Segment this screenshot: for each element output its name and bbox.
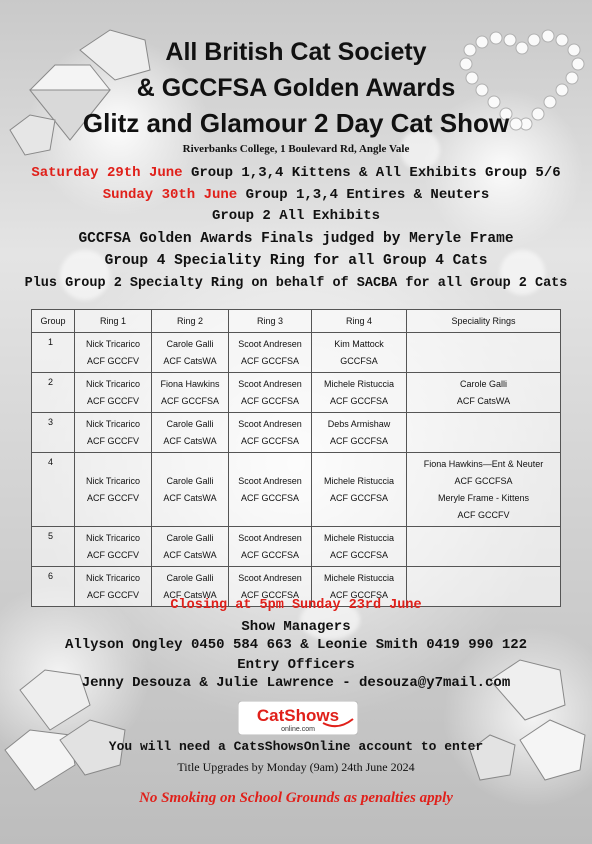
ring4-line: Michele Ristuccia — [323, 532, 395, 543]
ring4-line: ACF GCCFSA — [329, 589, 388, 600]
ring1-line: ACF GCCFV — [86, 492, 139, 503]
table-row — [32, 333, 561, 373]
ring2-cell — [152, 373, 229, 413]
speciality-line: ACF GCCFV — [457, 509, 510, 520]
speciality-cell — [407, 333, 561, 373]
ring2-line: Fiona Hawkins — [160, 378, 220, 389]
ring4-cell — [312, 527, 407, 567]
ring1-line: ACF GCCFV — [86, 589, 139, 600]
ring2-line: Carole Galli — [166, 532, 214, 543]
ring2-cell — [152, 527, 229, 567]
ring2-cell — [152, 453, 229, 527]
ring4-line: ACF GCCFSA — [329, 435, 388, 446]
ring1-line: ACF GCCFV — [86, 355, 139, 366]
ring1-cell — [75, 527, 152, 567]
title-line-1: All British Cat Society — [165, 38, 427, 66]
ring3-line: Scoot Andresen — [238, 532, 302, 543]
ring1-line: ACF GCCFV — [86, 435, 139, 446]
group-cell: 5 — [32, 527, 75, 567]
ring1-line: Nick Tricarico — [85, 378, 140, 389]
ring4-line: ACF GCCFSA — [329, 395, 388, 406]
ring1-line: Nick Tricarico — [85, 338, 140, 349]
ring3-line: Scoot Andresen — [238, 378, 302, 389]
show-managers-names: Allyson Ongley 0450 584 663 & Leonie Smith 0419 990 122 — [64, 637, 528, 653]
plus-line: Plus Group 2 Specialty Ring on behalf of SACBA for all Group 2 Cats — [24, 276, 568, 291]
ring1-cell — [75, 333, 152, 373]
header-ring-4: Ring 4 — [312, 310, 407, 333]
ring1-line: Nick Tricarico — [85, 572, 140, 583]
table-row — [32, 413, 561, 453]
ring3-cell — [229, 373, 312, 413]
entry-officers-heading: Entry Officers — [237, 657, 355, 673]
ring2-line: ACF CatsWA — [163, 435, 217, 446]
table-row — [32, 527, 561, 567]
ring4-line: Michele Ristuccia — [323, 378, 395, 389]
ring2-line: Carole Galli — [166, 475, 214, 486]
ring4-line: Debs Armishaw — [327, 418, 391, 429]
ring2-line: ACF CatsWA — [163, 589, 217, 600]
show-managers-heading: Show Managers — [241, 619, 351, 635]
no-smoking-notice: No Smoking on School Grounds as penalties apply — [139, 790, 453, 806]
ring4-cell — [312, 453, 407, 527]
ring3-line: ACF GCCFSA — [240, 492, 299, 503]
saturday-detail: Group 1,3,4 Kittens & All Exhibits Group 5/6 — [182, 165, 561, 181]
ring1-line: ACF GCCFV — [86, 549, 139, 560]
ring2-line: Carole Galli — [166, 572, 214, 583]
saturday-date: Saturday 29th June — [31, 165, 183, 181]
table-row — [32, 373, 561, 413]
ring4-line: ACF GCCFSA — [329, 492, 388, 503]
header-speciality: Speciality Rings — [407, 310, 561, 333]
title-upgrades: Title Upgrades by Monday (9am) 24th June 2024 — [177, 760, 415, 774]
header-ring-3: Ring 3 — [229, 310, 312, 333]
ring3-line: Scoot Andresen — [238, 418, 302, 429]
table-header-row — [32, 310, 561, 333]
ring3-line: Scoot Andresen — [238, 572, 302, 583]
speciality-cell — [407, 413, 561, 453]
title-line-3: Glitz and Glamour 2 Day Cat Show — [82, 108, 510, 138]
entry-officers-names: Jenny Desouza & Julie Lawrence - desouza@y7mail.com — [81, 675, 511, 691]
ring4-cell — [312, 373, 407, 413]
group2-line: Group 2 All Exhibits — [211, 208, 381, 224]
speciality-line: ACF GCCFSA — [454, 475, 513, 486]
catshows-logo[interactable] — [238, 701, 358, 735]
ring3-cell — [229, 413, 312, 453]
speciality-cell — [407, 453, 561, 527]
ring3-cell — [229, 333, 312, 373]
ring3-line: ACF GCCFSA — [240, 355, 299, 366]
logo-subtext: online.com — [281, 726, 315, 733]
ring4-line: Michele Ristuccia — [323, 475, 395, 486]
account-note: You will need a CatsShowsOnline account to enter — [108, 739, 484, 754]
group-cell: 3 — [32, 413, 75, 453]
venue: Riverbanks College, 1 Boulevard Rd, Angle Vale — [182, 143, 410, 155]
ring2-line: ACF CatsWA — [163, 355, 217, 366]
ring2-line: Carole Galli — [166, 338, 214, 349]
ring2-line: ACF CatsWA — [163, 549, 217, 560]
speciality-line: Meryle Frame - Kittens — [437, 492, 530, 503]
ring4-line: Kim Mattock — [334, 338, 384, 349]
logo-text: CatShows — [256, 706, 340, 725]
ring2-line: ACF CatsWA — [163, 492, 217, 503]
sunday-date: Sunday 30th June — [102, 187, 238, 203]
saturday-line — [0, 165, 592, 181]
speciality-line: ACF CatsWA — [456, 395, 511, 406]
sunday-detail: Group 1,3,4 Entires & Neuters — [237, 187, 490, 203]
ring1-line: ACF GCCFV — [86, 395, 139, 406]
ring1-cell — [75, 453, 152, 527]
speciality-line: Fiona Hawkins—Ent & Neuter — [423, 458, 544, 469]
ring3-line: ACF GCCFSA — [240, 395, 299, 406]
ring3-line: ACF GCCFSA — [240, 589, 299, 600]
ring3-line: Scoot Andresen — [238, 338, 302, 349]
ring3-cell — [229, 453, 312, 527]
speciality-line: Carole Galli — [459, 378, 508, 389]
ring4-line: ACF GCCFSA — [329, 549, 388, 560]
sunday-line — [0, 187, 592, 203]
ring1-cell — [75, 373, 152, 413]
header-group: Group — [32, 310, 75, 333]
closing-date: Closing at 5pm Sunday 23rd June — [170, 598, 422, 613]
golden-awards-line: GCCFSA Golden Awards Finals judged by Meryle Frame — [78, 231, 514, 247]
ring2-line: Carole Galli — [166, 418, 214, 429]
ring2-line: ACF GCCFSA — [160, 395, 219, 406]
header-ring-2: Ring 2 — [152, 310, 229, 333]
group-cell: 2 — [32, 373, 75, 413]
ring3-line: ACF GCCFSA — [240, 435, 299, 446]
ring4-cell — [312, 413, 407, 453]
ring1-line: Nick Tricarico — [85, 418, 140, 429]
ring4-cell — [312, 333, 407, 373]
ring4-line: Michele Ristuccia — [323, 572, 395, 583]
speciality-cell — [407, 373, 561, 413]
ring2-cell — [152, 333, 229, 373]
ring3-cell — [229, 527, 312, 567]
ring3-line: ACF GCCFSA — [240, 549, 299, 560]
header-ring-1: Ring 1 — [75, 310, 152, 333]
group-cell: 4 — [32, 453, 75, 527]
ring1-line: Nick Tricarico — [85, 475, 140, 486]
ring1-line: Nick Tricarico — [85, 532, 140, 543]
ring4-line: GCCFSA — [340, 355, 378, 366]
ring1-cell — [75, 413, 152, 453]
ring3-line: Scoot Andresen — [238, 475, 302, 486]
table-row — [32, 453, 561, 527]
title-line-2: & GCCFSA Golden Awards — [136, 74, 456, 102]
group-cell: 6 — [32, 567, 75, 607]
group-cell: 1 — [32, 333, 75, 373]
speciality-cell — [407, 527, 561, 567]
ring2-cell — [152, 413, 229, 453]
speciality-line: Group 4 Speciality Ring for all Group 4 Cats — [104, 253, 488, 269]
judging-schedule-table — [31, 309, 561, 607]
